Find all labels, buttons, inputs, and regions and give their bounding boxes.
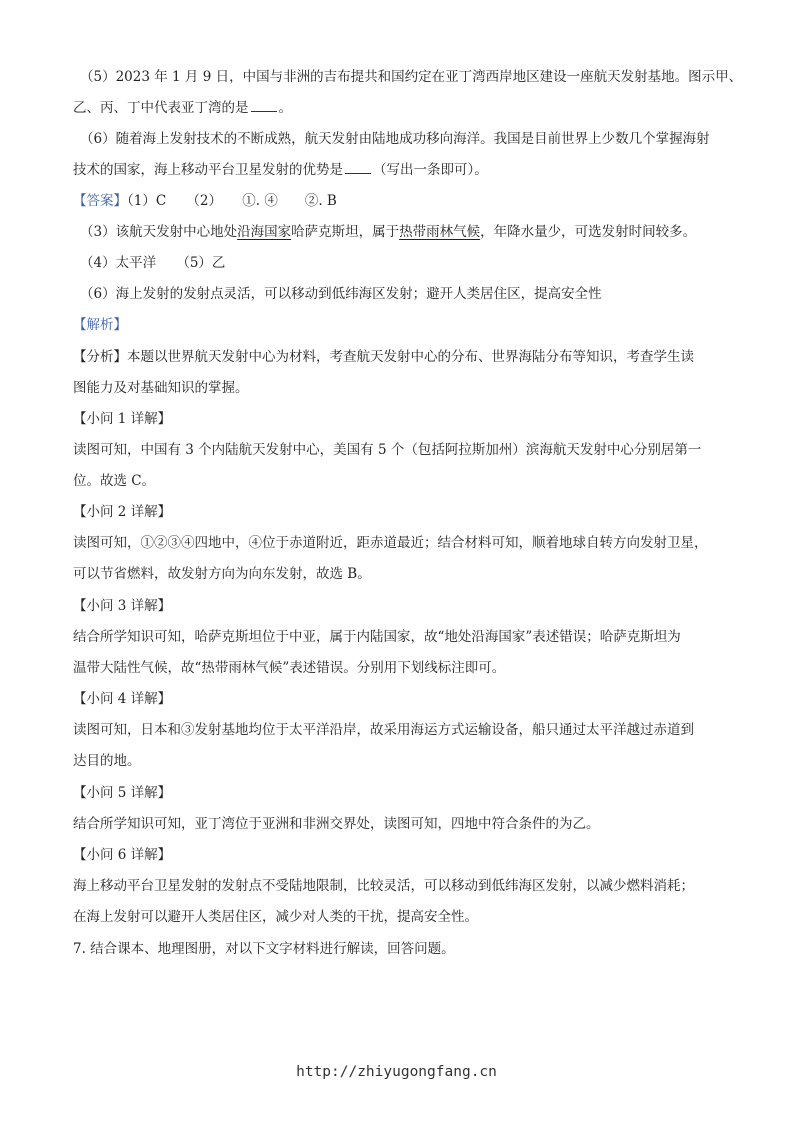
answer-text-1: （1）C （2） ①. ④ ②. B — [127, 193, 337, 209]
answer-tag: 【答案】 — [73, 193, 127, 209]
subq2-title: 【小问 2 详解】 — [73, 504, 172, 520]
subq1-title: 【小问 1 详解】 — [73, 411, 172, 427]
subq5-line-1: 结合所学知识可知，亚丁湾位于亚洲和非洲交界处，读图可知，四地中符合条件的为乙。 — [73, 816, 600, 832]
subq3-line-1: 结合所学知识可知，哈萨克斯坦位于中亚，属于内陆国家，故“地处沿海国家”表述错误；哈萨克斯坦为 — [73, 629, 681, 645]
q6-line-2-end: （写出一条即可）。 — [373, 162, 488, 178]
answer-line-1 — [73, 191, 337, 211]
q5-line-1: （5）2023 年 1 月 9 日，中国与非洲的吉布提共和国约定在亚丁湾西岸地区建设一座航天发射基地。图示甲、 — [80, 69, 743, 85]
analysis-fenxi-2: 图能力及对基础知识的掌握。 — [73, 380, 249, 396]
subq2-line-2: 可以节省燃料，故发射方向为向东发射，故选 B。 — [73, 566, 371, 582]
footer-url: http://zhiyugongfang.cn — [296, 1064, 497, 1080]
analysis-fenxi-1: 【分析】本题以世界航天发射中心为材料，考查航天发射中心的分布、世界海陆分布等知识，考查学生读 — [73, 349, 694, 365]
q6-line-2 — [73, 160, 488, 180]
q5-line-2 — [73, 98, 292, 118]
subq6-line-1: 海上移动平台卫星发射的发射点不受陆地限制，比较灵活，可以移动到低纬海区发射，以减少燃料消耗； — [73, 878, 694, 894]
subq1-line-1: 读图可知，中国有 3 个内陆航天发射中心，美国有 5 个（包括阿拉斯加州）滨海航天发射中心分别居第一 — [73, 442, 702, 458]
q5-line-2-end: 。 — [278, 100, 292, 116]
subq3-title: 【小问 3 详解】 — [73, 598, 172, 614]
subq6-title: 【小问 6 详解】 — [73, 847, 172, 863]
answer-blank — [345, 161, 371, 174]
answer-blank — [251, 99, 277, 112]
question-7: 7. 结合课本、地理图册，对以下文字材料进行解读，回答问题。 — [73, 941, 455, 957]
analysis-tag: 【解析】 — [73, 317, 127, 333]
answer-line-3 — [80, 222, 696, 242]
underlined-term: 沿海国家 — [237, 224, 292, 240]
q6-line-2-text: 技术的国家，海上移动平台卫星发射的优势是 — [73, 162, 343, 178]
subq2-line-1: 读图可知，①②③④四地中，④位于赤道附近，距赤道最近；结合材料可知，顺着地球自转方向发射卫星， — [73, 535, 708, 551]
answer-line-4: （4）太平洋 （5）乙 — [80, 255, 226, 271]
subq1-line-2: 位。故选 C。 — [73, 473, 156, 489]
subq6-line-2: 在海上发射可以避开人类居住区，减少对人类的干扰，提高安全性。 — [73, 909, 478, 925]
answer-3b: 哈萨克斯坦，属于 — [291, 224, 400, 240]
q6-line-1: （6）随着海上发射技术的不断成熟，航天发射由陆地成功移向海洋。我国是目前世界上少数几个掌握海射 — [80, 131, 710, 147]
underlined-term: 热带雨林气候 — [399, 224, 481, 240]
subq4-line-2: 达目的地。 — [73, 753, 141, 769]
subq4-line-1: 读图可知，日本和③发射基地均位于太平洋沿岸，故采用海运方式运输设备，船只通过太平洋越过赤道到 — [73, 722, 694, 738]
answer-3a: （3）该航天发射中心地处 — [80, 224, 238, 240]
answer-3c: ，年降水量少，可选发射时间较多。 — [480, 224, 697, 240]
subq3-line-2: 温带大陆性气候，故“热带雨林气候”表述错误。分别用下划线标注即可。 — [73, 660, 506, 676]
answer-line-6: （6）海上发射的发射点灵活，可以移动到低纬海区发射；避开人类居住区，提高安全性 — [80, 286, 602, 302]
subq4-title: 【小问 4 详解】 — [73, 691, 172, 707]
subq5-title: 【小问 5 详解】 — [73, 785, 172, 801]
q5-line-2-text: 乙、丙、丁中代表亚丁湾的是 — [73, 100, 249, 116]
